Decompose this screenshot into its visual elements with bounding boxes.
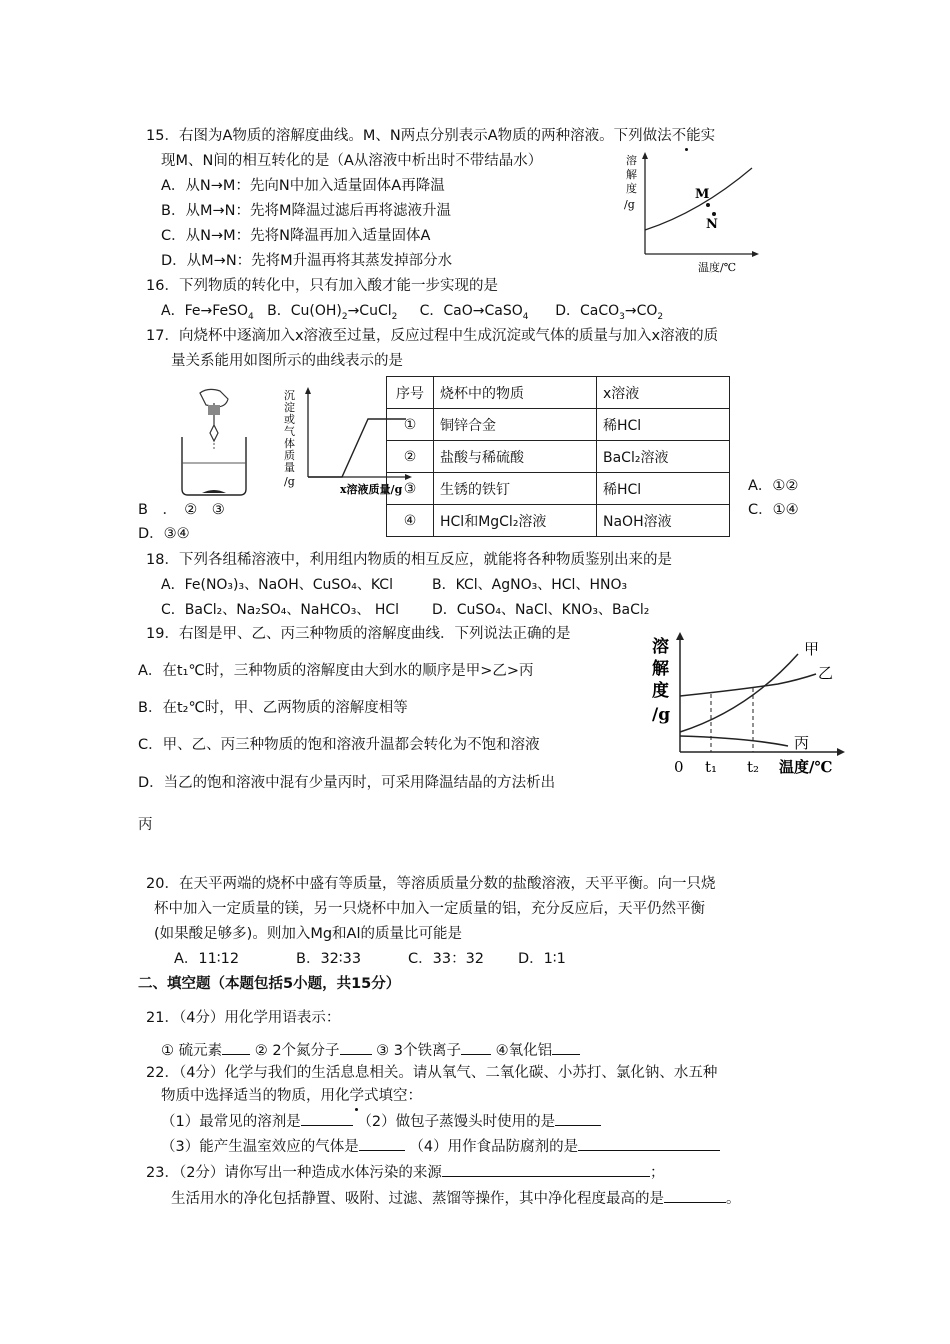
q17-ylabel-3: 或 — [284, 413, 295, 426]
q17-ylabel-4: 气 — [284, 425, 295, 438]
q17-ylabel-5: 体 — [284, 437, 295, 450]
q15-label-n: N — [706, 217, 718, 232]
q17-row2-no: ② — [387, 441, 434, 473]
q17-row1-solution: 稀HCl — [597, 409, 730, 441]
q21-answer-3[interactable] — [461, 1040, 491, 1055]
q19-ylabel-1: 溶 — [652, 637, 669, 657]
q20-option-b: B．32∶33 — [296, 951, 362, 967]
q22-prompts-row1 — [161, 1111, 601, 1132]
q21-prompts — [161, 1040, 580, 1061]
q15-y-arrow — [642, 152, 648, 159]
q15-ylabel-1: 溶 — [626, 154, 637, 167]
q17-stem-line1: 17．向烧杯中逐滴加入x溶液至过量，反应过程中生成沉淀或气体的质量与加入x溶液的质 — [146, 328, 719, 344]
q21-answer-2[interactable] — [340, 1040, 372, 1055]
q17-ylabel-6: 质 — [284, 449, 295, 462]
q18-option-d: D．CuSO₄、NaCl、KNO₃、BaCl₂ — [432, 602, 650, 618]
q17-option-d: D．③④ — [138, 526, 190, 542]
q20-stem-line3: (如果酸足够多)。则加入Mg和Al的质量比可能是 — [154, 926, 462, 942]
q20-stem-line1: 20．在天平两端的烧杯中盛有等质量，等溶质质量分数的盐酸溶液，天平平衡。向一只烧 — [146, 876, 716, 892]
q15-ylabel-2: 解 — [626, 168, 637, 181]
q17-xlabel: x溶液质量/g — [340, 483, 403, 496]
q22-answer-1[interactable] — [301, 1111, 353, 1126]
q15-point-n — [712, 212, 716, 216]
q17-beaker-illustration — [170, 385, 260, 500]
q17-table — [386, 376, 730, 537]
q16-stem: 16．下列物质的转化中，只有加入酸才能一步实现的是 — [146, 278, 498, 294]
q19-option-c: C．甲、乙、丙三种物质的饱和溶液升温都会转化为不饱和溶液 — [138, 737, 540, 753]
q15-option-b: B．从M→N：先将M降温过滤后再将滤液升温 — [161, 203, 451, 219]
q15-option-d: D．从M→N：先将M升温再将其蒸发掉部分水 — [161, 253, 453, 269]
q22-prompt-2: （2）做包子蒸馒头时使用的是 — [357, 1114, 556, 1130]
q19-ylabel-4: /g — [652, 705, 671, 725]
q15-option-a: A．从N→M：先向N中加入适量固体A再降温 — [161, 178, 445, 194]
section-2-title: 二、填空题（本题包括5小题，共15分） — [138, 976, 401, 992]
q19-xlabel: 温度/℃ — [779, 758, 833, 776]
q22-answer-4[interactable] — [578, 1136, 720, 1151]
q17-ylabel-1: 沉 — [284, 389, 295, 402]
q22-prompt-1: （1）最常见的溶剂是 — [161, 1114, 301, 1130]
q17-row1-no: ① — [387, 409, 434, 441]
q22-prompts-row2 — [161, 1136, 720, 1157]
q17-row3-no: ③ — [387, 473, 434, 505]
q19-option-b: B．在t₂℃时，甲、乙两物质的溶解度相等 — [138, 700, 408, 716]
q17-row3-substance: 生锈的铁钉 — [434, 473, 597, 505]
q15-ylabel-4: /g — [624, 198, 635, 211]
q19-t1-label: t₁ — [705, 758, 718, 776]
q19-label-yi: 乙 — [818, 664, 834, 682]
dropper-bulb-icon — [208, 405, 220, 415]
q15-solubility-graph — [620, 150, 760, 275]
q21-prompt-3: ③ 3个铁离子 — [376, 1043, 462, 1059]
q23-answer-1[interactable] — [442, 1162, 650, 1177]
q17-option-a: A．①② — [748, 478, 799, 494]
q18-option-b: B．KCl、AgNO₃、HCl、HNO₃ — [432, 577, 628, 593]
table-row — [387, 473, 730, 505]
q17-ylabel-2: 淀 — [284, 401, 295, 414]
q19-x-arrow — [837, 748, 845, 756]
q15-label-m: M — [695, 187, 710, 202]
q17-row1-substance: 铜锌合金 — [434, 409, 597, 441]
q19-ylabel-3: 度 — [652, 681, 669, 701]
q19-solubility-graph — [648, 630, 848, 782]
q15-xlabel: 温度/℃ — [698, 261, 737, 274]
q15-stem-line1: 15．右图为A物质的溶解度曲线。M、N两点分别表示A物质的两种溶液。下列做法不能实 — [146, 128, 716, 144]
q17-row4-solution: NaOH溶液 — [597, 505, 730, 537]
q15-x-arrow — [752, 251, 759, 257]
q17-row4-substance: HCl和MgCl₂溶液 — [434, 505, 597, 537]
q21-answer-1[interactable] — [222, 1040, 250, 1055]
q15-emphasis-char: 不能 — [671, 128, 701, 144]
q19-y-arrow — [676, 632, 684, 640]
q17-header-substance: 烧杯中的物质 — [434, 377, 597, 409]
q23-line2: 生活用水的净化包括静置、吸附、过滤、蒸馏等操作，其中净化程度最高的是 。 — [171, 1188, 741, 1209]
table-row — [387, 441, 730, 473]
q17-row3-solution: 稀HCl — [597, 473, 730, 505]
q20-option-c: C．33：32 — [408, 951, 485, 967]
q18-stem: 18．下列各组稀溶液中，利用组内物质的相互反应，就能将各种物质鉴别出来的是 — [146, 552, 672, 568]
q17-option-b: B ． ② ③ — [138, 502, 225, 518]
q17-table-header — [387, 377, 730, 409]
q15-stem-line2: 现M、N间的相互转化的是（A从溶液中析出时不带结晶水） — [161, 153, 543, 169]
table-row — [387, 409, 730, 441]
q18-option-c: C．BaCl₂、Na₂SO₄、NaHCO₃、 HCl — [161, 602, 400, 618]
q19-stem: 19．右图是甲、乙、丙三种物质的溶解度曲线．下列说法正确的是 — [146, 626, 571, 642]
q19-option-d-line2: 丙 — [138, 817, 153, 833]
q20-option-a: A．11∶12 — [174, 951, 240, 967]
q22-answer-2[interactable] — [555, 1111, 601, 1126]
q20-option-d: D．1∶1 — [518, 951, 566, 967]
q17-row4-no: ④ — [387, 505, 434, 537]
q18-option-a: A．Fe(NO₃)₃、NaOH、CuSO₄、KCl — [161, 577, 393, 593]
q17-row2-solution: BaCl₂溶液 — [597, 441, 730, 473]
q19-curve-bing — [680, 736, 788, 746]
q21-answer-4[interactable] — [552, 1040, 580, 1055]
q17-ylabel-7: 量 — [284, 461, 295, 474]
q22-stem-line2: 物质中选择适当的物质，用化学式填空： — [161, 1088, 422, 1104]
q22-prompt-4: （4）用作食品防腐剂的是 — [409, 1139, 579, 1155]
q15-ylabel-3: 度 — [626, 182, 637, 195]
beaker-icon — [182, 437, 246, 495]
q21-stem: 21．（4分）用化学用语表示： — [146, 1010, 341, 1026]
q23-line1: 23．（2分）请你写出一种造成水体污染的来源 ； — [146, 1162, 664, 1183]
q17-y-arrow — [305, 387, 311, 394]
q17-ylabel-8: /g — [284, 475, 295, 488]
q19-origin-label: 0 — [674, 758, 684, 776]
q22-prompt-3: （3）能产生温室效应的气体是 — [161, 1139, 359, 1155]
q16-options: A．Fe→FeSO$_4$ B．$Cu(OH)_2\to CuCl_2$ C．CaO→CaSO$_4$ D．$CaCO_3\to CO_2$ — [161, 303, 664, 322]
q21-prompt-1: ① 硫元素 — [161, 1043, 223, 1059]
q17-row2-substance: 盐酸与稀硫酸 — [434, 441, 597, 473]
q17-stem-line2: 量关系能用如图所示的曲线表示的是 — [171, 353, 403, 369]
q17-option-c: C．①④ — [748, 502, 799, 518]
q19-t2-label: t₂ — [747, 758, 760, 776]
q19-label-jia: 甲 — [804, 640, 820, 658]
q17-header-solution: x溶液 — [597, 377, 730, 409]
q20-stem-line2: 杯中加入一定质量的镁，另一只烧杯中加入一定质量的铝，充分反应后，天平仍然平衡 — [154, 901, 705, 917]
table-row — [387, 505, 730, 537]
q22-answer-3[interactable] — [359, 1136, 405, 1151]
q19-label-bing: 丙 — [794, 734, 810, 752]
q19-curve-yi — [680, 674, 816, 696]
q19-curve-jia — [680, 654, 798, 732]
q15-option-c: C．从N→M：先将N降温再加入适量固体A — [161, 228, 431, 244]
q19-ylabel-2: 解 — [652, 659, 669, 679]
q21-prompt-4: ④氧化铝 — [495, 1043, 553, 1059]
q15-point-m — [706, 203, 710, 207]
q19-option-d-line1: D．当乙的饱和溶液中混有少量丙时，可采用降温结晶的方法析出 — [138, 775, 556, 791]
q21-prompt-2: ② 2个氮分子 — [254, 1043, 340, 1059]
sediment-icon — [202, 490, 226, 493]
q17-header-no: 序号 — [387, 377, 434, 409]
q22-stem-line1: 22．（4分）化学与我们的生活息息相关。请从氧气、二氧化碳、小苏打、氯化钠、水五种 — [146, 1065, 718, 1081]
q23-answer-2[interactable] — [664, 1188, 726, 1203]
q19-option-a: A．在t₁℃时，三种物质的溶解度由大到水的顺序是甲>乙>丙 — [138, 663, 534, 679]
